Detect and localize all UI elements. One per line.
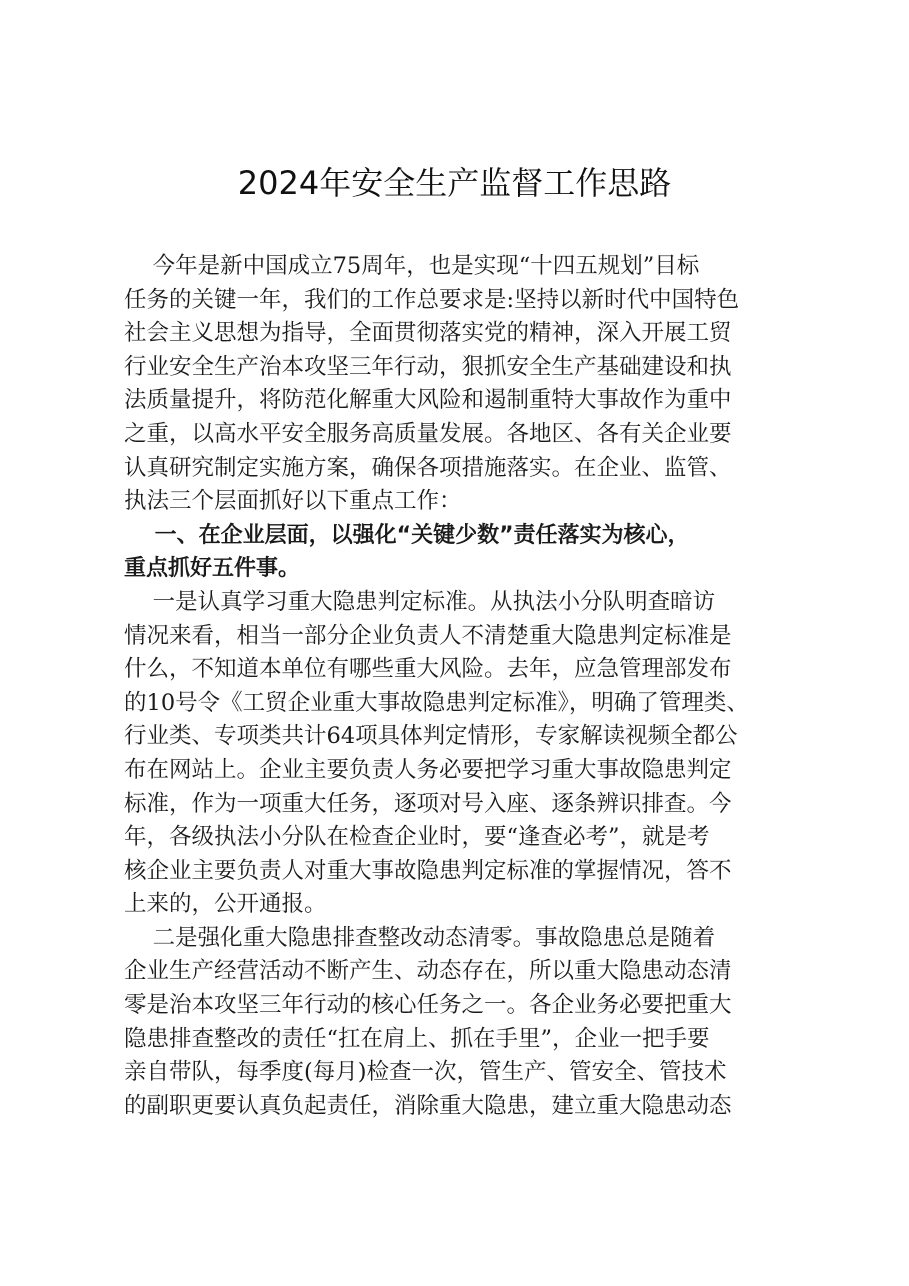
paragraph-line: 社会主义思想为指导，全面贯彻落实党的精神，深入开展工贸	[124, 320, 732, 347]
paragraph-line: 认真研究制定实施方案，确保各项措施落实。在企业、监管、	[124, 454, 732, 481]
paragraph-line: 上来的，公开通报。	[124, 891, 327, 918]
paragraph-line: 任务的关键一年，我们的工作总要求是:坚持以新时代中国特色	[124, 286, 740, 313]
paragraph-line: 执法三个层面抓好以下重点工作：	[124, 488, 462, 515]
paragraph-line: 二是强化重大隐患排查整改动态清零。事故隐患总是随着	[124, 924, 716, 951]
paragraph-line: 今年是新中国成立75周年，也是实现“十四五规划”目标	[124, 253, 700, 279]
paragraph-line: 企业生产经营活动不断产生、动态存在，所以重大隐患动态清	[124, 958, 732, 985]
paragraph-line: 亲自带队，每季度(每月)检查一次，管生产、管安全、管技术	[124, 1059, 727, 1086]
paragraph-line: 布在网站上。企业主要负责人务必要把学习重大事故隐患判定	[124, 756, 732, 783]
paragraph-line: 年，各级执法小分队在检查企业时，要“逢查必考”，就是考	[124, 824, 710, 851]
paragraph-line: 之重，以高水平安全服务高质量发展。各地区、各有关企业要	[124, 420, 732, 447]
paragraph-line: 零是治本攻坚三年行动的核心任务之一。各企业务必要把重大	[124, 992, 732, 1019]
paragraph-line: 行业类、专项类共计64项具体判定情形，专家解读视频全都公	[124, 723, 738, 750]
paragraph-line: 情况来看，相当一部分企业负责人不清楚重大隐患判定标准是	[124, 622, 732, 649]
paragraph-line: 什么，不知道本单位有哪些重大风险。去年，应急管理部发布	[124, 656, 732, 683]
paragraph-line: 核企业主要负责人对重大事故隐患判定标准的掌握情况，答不	[124, 857, 732, 884]
section-heading-line: 一、在企业层面，以强化“关键少数”责任落实为核心，	[124, 522, 690, 548]
paragraph-line: 的副职更要认真负起责任，消除重大隐患，建立重大隐患动态	[124, 1092, 732, 1119]
paragraph-line: 行业安全生产治本攻坚三年行动，狠抓安全生产基础建设和执	[124, 353, 732, 380]
document-body	[124, 250, 824, 1123]
paragraph-line: 隐患排查整改的责任“扛在肩上、抓在手里”，企业一把手要	[124, 1025, 710, 1052]
paragraph-line: 的10号令《工贸企业重大事故隐患判定标准》，明确了管理类、	[124, 689, 749, 716]
document-title: 2024年安全生产监督工作思路	[237, 164, 672, 202]
paragraph-line: 法质量提升，将防范化解重大风险和遏制重特大事故作为重中	[124, 387, 732, 414]
section-heading-line: 重点抓好五件事。	[124, 556, 301, 582]
paragraph-line: 一是认真学习重大隐患判定标准。从执法小分队明查暗访	[124, 588, 716, 615]
paragraph-line: 标准，作为一项重大任务，逐项对号入座、逐条辨识排查。今	[124, 790, 732, 817]
